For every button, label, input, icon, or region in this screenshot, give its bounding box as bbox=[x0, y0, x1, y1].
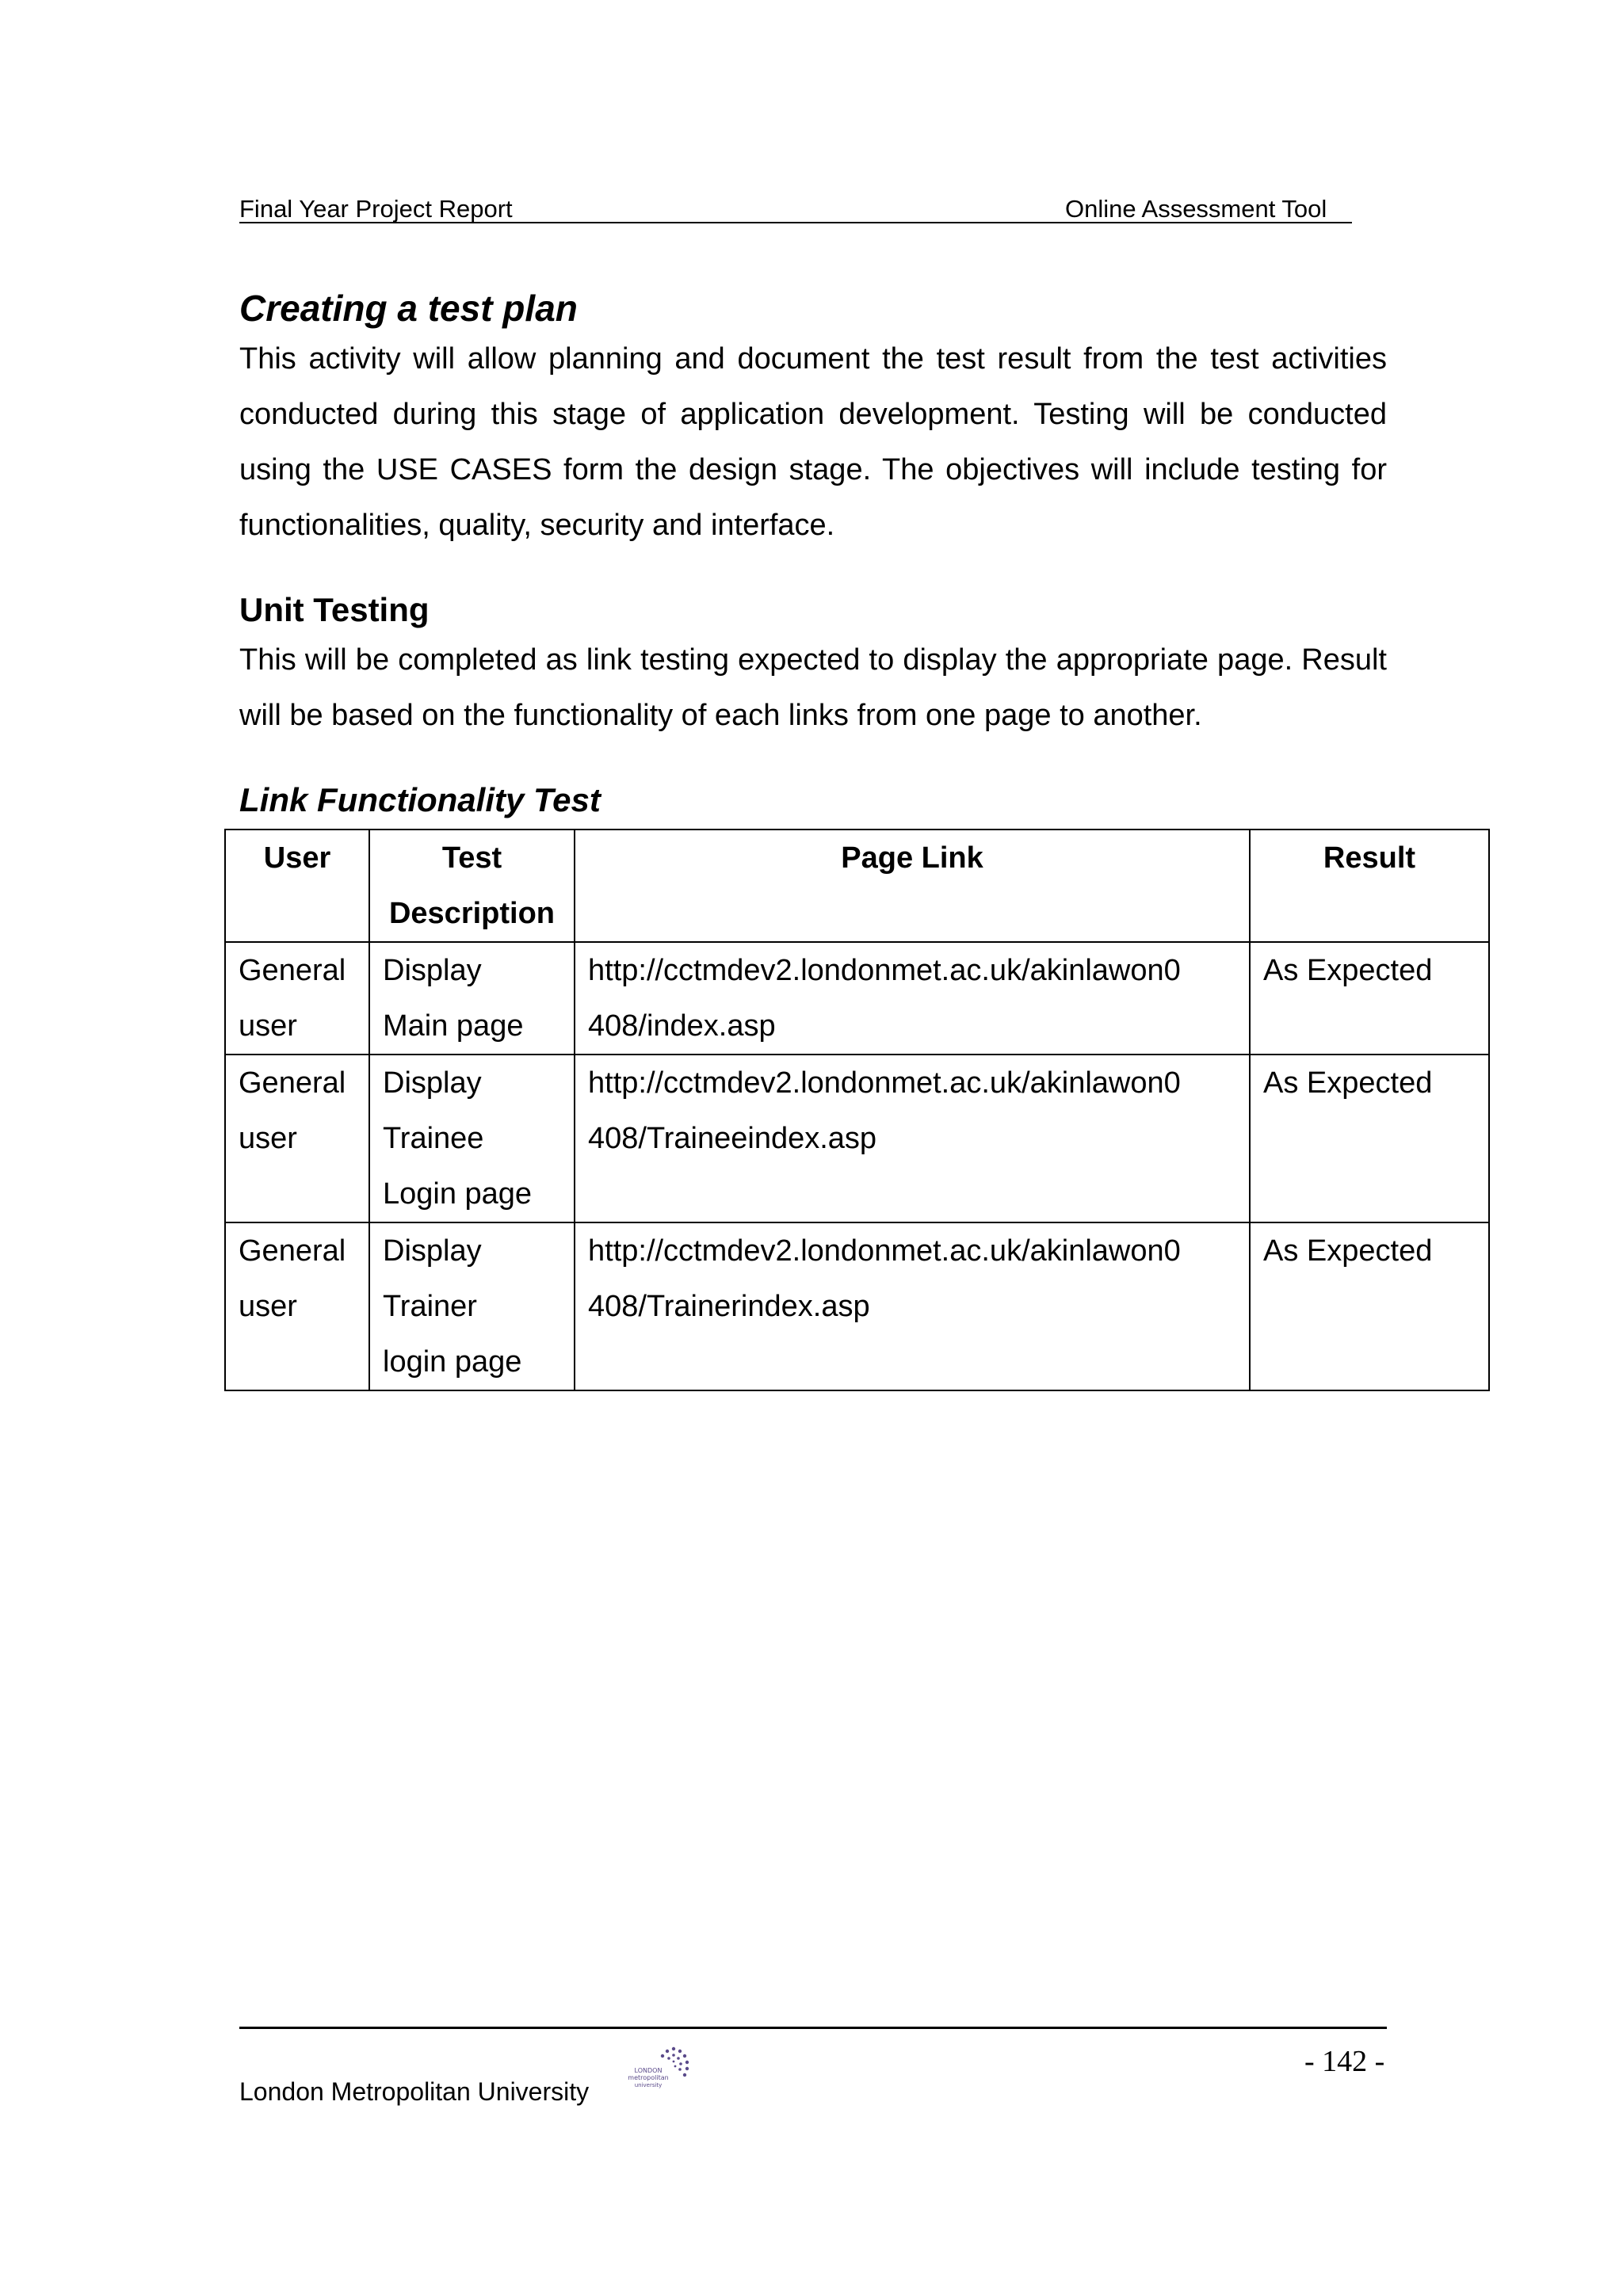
section-title: Creating a test plan bbox=[239, 288, 578, 329]
cell-description bbox=[369, 1055, 575, 1222]
cell-description bbox=[369, 1222, 575, 1390]
cell-user-line2: user bbox=[239, 1122, 297, 1155]
header-description-line1: Test bbox=[441, 841, 502, 875]
cell-result: As Expected bbox=[1250, 1055, 1489, 1222]
table-header-row bbox=[225, 830, 1489, 942]
page-number: - 142 - bbox=[1304, 2045, 1385, 2078]
table-row bbox=[225, 1222, 1489, 1390]
header-page-link: Page Link bbox=[575, 830, 1250, 942]
unit-testing-paragraph: This will be completed as link testing expected to display the appropriate page. Result will be based on the functionality of each links from one page to another. bbox=[239, 643, 1387, 732]
header-description bbox=[369, 830, 575, 942]
cell-description-line1: Display bbox=[383, 1066, 482, 1100]
header-left-title: Final Year Project Report bbox=[239, 195, 513, 223]
cell-description-line2: Trainee bbox=[383, 1122, 484, 1155]
cell-link-line2: 408/Traineeindex.asp bbox=[588, 1122, 877, 1155]
cell-description-line1: Display bbox=[383, 1234, 482, 1268]
cell-page-link bbox=[575, 942, 1250, 1055]
header-result: Result bbox=[1250, 830, 1489, 942]
cell-result: As Expected bbox=[1250, 1222, 1489, 1390]
footer-university: London Metropolitan University bbox=[239, 2077, 590, 2106]
cell-description bbox=[369, 942, 575, 1055]
header-divider bbox=[239, 222, 1352, 223]
header-description-line2: Description bbox=[388, 897, 556, 930]
cell-user-line1: General bbox=[239, 954, 346, 987]
header-user: User bbox=[225, 830, 369, 942]
cell-description-line2: Main page bbox=[383, 1009, 524, 1043]
cell-page-link bbox=[575, 1222, 1250, 1390]
logo-text-line2: metropolitan bbox=[628, 2074, 669, 2081]
cell-user bbox=[225, 942, 369, 1055]
cell-link-line1: http://cctmdev2.londonmet.ac.uk/akinlawon0 bbox=[588, 1234, 1181, 1268]
cell-user-line2: user bbox=[239, 1290, 297, 1323]
cell-user bbox=[225, 1055, 369, 1222]
cell-description-line3: Login page bbox=[383, 1177, 533, 1211]
header-right-title: Online Assessment Tool bbox=[1065, 195, 1327, 223]
university-logo-mark bbox=[618, 2044, 694, 2100]
cell-description-line1: Display bbox=[383, 954, 482, 987]
cell-link-line1: http://cctmdev2.londonmet.ac.uk/akinlawon0 bbox=[588, 1066, 1181, 1100]
cell-link-line2: 408/index.asp bbox=[588, 1009, 776, 1043]
cell-description-line3: login page bbox=[383, 1345, 522, 1379]
table-title: Link Functionality Test bbox=[239, 781, 601, 818]
cell-link-line2: 408/Trainerindex.asp bbox=[588, 1290, 870, 1323]
cell-user-line1: General bbox=[239, 1066, 346, 1100]
footer-divider bbox=[239, 2027, 1387, 2029]
cell-description-line2: Trainer bbox=[383, 1290, 477, 1323]
cell-user bbox=[225, 1222, 369, 1390]
cell-user-line1: General bbox=[239, 1234, 346, 1268]
table-row bbox=[225, 942, 1489, 1055]
cell-result: As Expected bbox=[1250, 942, 1489, 1055]
table-row bbox=[225, 1055, 1489, 1222]
cell-link-line1: http://cctmdev2.londonmet.ac.uk/akinlawon0 bbox=[588, 954, 1181, 987]
university-logo-icon bbox=[618, 2044, 694, 2100]
link-functionality-table bbox=[224, 829, 1490, 1391]
logo-text-line3: university bbox=[634, 2082, 663, 2088]
cell-user-line2: user bbox=[239, 1009, 297, 1043]
logo-text-line1: LONDON bbox=[634, 2067, 663, 2074]
unit-testing-title: Unit Testing bbox=[239, 591, 430, 628]
cell-page-link bbox=[575, 1055, 1250, 1222]
section-paragraph: This activity will allow planning and document the test result from the test activities conducted during this stage of application development. Testing will be conducted using the USE CASES form the design stage. The objectives will include testing for functionalities, quality, security and interface. bbox=[239, 342, 1387, 542]
